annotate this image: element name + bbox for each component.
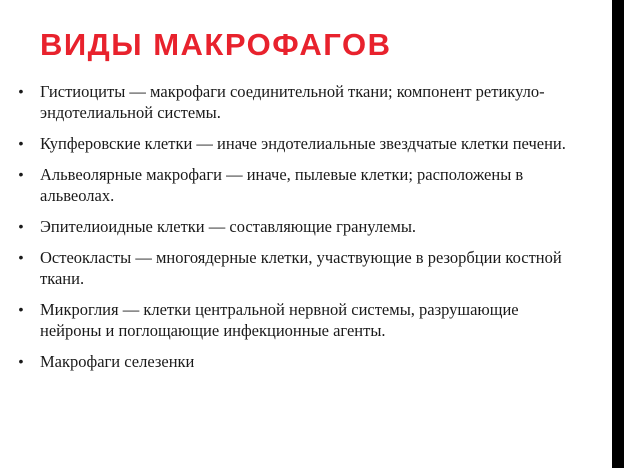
bullet-item-microglia: [14, 299, 584, 341]
bullet-icon: •: [18, 166, 24, 182]
slide-title: ВИДЫ МАКРОФАГОВ: [40, 27, 392, 62]
bullet-text: Остеокласты — многоядерные клетки, участвующие в резорбции костной ткани.: [40, 248, 562, 288]
bullet-item-osteoclasts: [14, 247, 584, 289]
bullet-item-kupffer-cells: [14, 133, 584, 154]
bullet-icon: •: [18, 135, 24, 151]
bullet-item-epithelioid-cells: [14, 216, 584, 237]
bullet-item-alveolar-macrophages: [14, 164, 584, 206]
bullet-icon: •: [18, 83, 24, 99]
bullet-text: Гистиоциты — макрофаги соединительной ткани; компонент ретикуло-эндотелиальной системы.: [40, 82, 545, 122]
bullet-item-histiocytes: [14, 81, 584, 123]
bullet-icon: •: [18, 301, 24, 317]
bullet-list: [14, 81, 584, 382]
bullet-icon: •: [18, 218, 24, 234]
bullet-text: Микроглия — клетки центральной нервной системы, разрушающие нейроны и поглощающие инфекционные агенты.: [40, 300, 519, 340]
right-edge-bar: [612, 0, 624, 468]
bullet-item-spleen-macrophages: [14, 351, 584, 372]
bullet-text: Макрофаги селезенки: [40, 352, 195, 371]
bullet-icon: •: [18, 249, 24, 265]
bullet-text: Альвеолярные макрофаги — иначе, пылевые клетки; расположены в альвеолах.: [40, 165, 524, 205]
bullet-icon: •: [18, 353, 24, 369]
bullet-text: Эпителиоидные клетки — составляющие гранулемы.: [40, 217, 417, 236]
bullet-text: Купферовские клетки — иначе эндотелиальные звездчатые клетки печени.: [40, 134, 566, 153]
